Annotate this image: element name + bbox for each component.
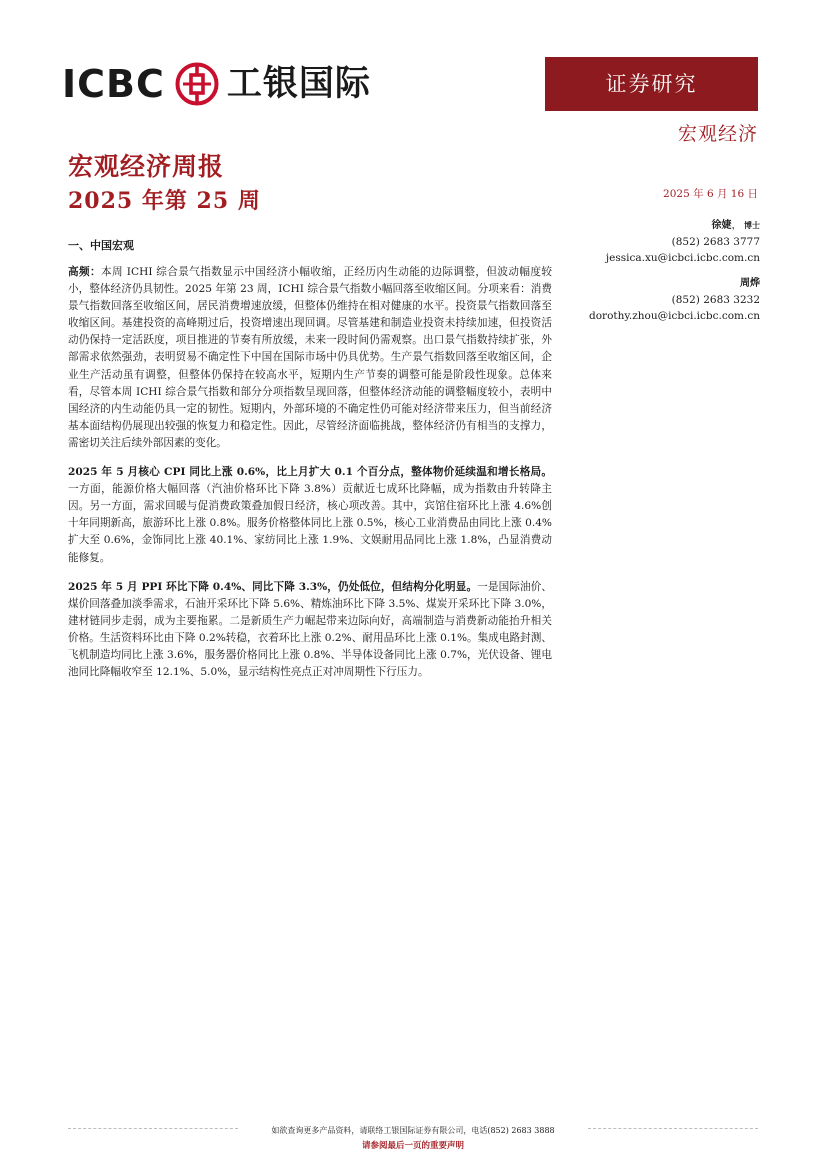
paragraph-ppi	[68, 579, 552, 682]
analyst-email[interactable]: dorothy.zhou@icbci.icbc.com.cn	[589, 310, 760, 322]
analyst-title: 博士	[744, 220, 760, 230]
section-heading: 一、中国宏观	[68, 239, 134, 252]
analyst-phone: (852) 2683 3232	[671, 294, 760, 306]
analyst-name: 周烨	[740, 278, 760, 289]
analyst-phone: (852) 2683 3777	[671, 236, 760, 248]
company-logo	[62, 60, 371, 108]
report-date: 2025 年 6 月 16 日	[663, 188, 758, 200]
paragraph-text: 一方面，能源价格大幅回落（汽油价格环比下降 3.8%）贡献近七成环比降幅，成为指数由升转降主因。另一方面，需求回暖与促消费政策叠加假日经济，核心项改善。其中，宾馆住宿环比上涨 4.6%创十年同期新高，旅游环比上涨 0.8%。服务价格整体同比上涨 0.5%，核心工业消费品由同比上涨 0.4%扩大至 0.6%，金饰同比上涨 40.1%、家纺同比上涨 1.9%、文娱耐用品同比上涨 1.8%，凸显消费动能修复。	[68, 483, 552, 564]
paragraph-lead: 2025 年 5 月核心 CPI 同比上涨 0.6%，比上月扩大 0.1 个百分点，整体物价延续温和增长格局。	[68, 466, 552, 479]
paragraph-text: 本周 ICHI 综合景气指数显示中国经济小幅收缩，正经历内生动能的边际调整，但波动幅度较小，整体经济仍具韧性。2025 年第 23 周，ICHI 综合景气指数小幅回落至收缩区间。分项来看：消费景气指数回落至收缩区间，居民消费增速放缓，但整体仍维持在相对健康的水平。投资景气指数回落至收缩区间。基建投资的高峰期过后，投资增速出现回调。尽管基建和制造业投资未持续加速，但投资活动仍保持一定活跃度，项目推进的节奏有所放缓，未来一段时间仍需观察。出口景气指数持续扩张，外部需求依然强劲，表明贸易不确定性下中国在国际市场中仍具优势。生产景气指数回落至收缩区间，企业生产活动虽有调整，但整体仍保持在较高水平，短期内生产节奏的调整可能是阶段性现象。总体来看，尽管本周 ICHI 综合景气指数和部分分项指数呈现回落，但整体经济动能的调整幅度较小，表明中国经济的内生动能仍具一定的韧性。短期内，外部环境的不确定性仍可能对经济带来压力，但当前经济基本面结构仍展现出较强的恢复力和稳定性。因此，尽管经济面临挑战，整体经济仍有相当的支撑力，需密切关注后续外部因素的变化。	[68, 266, 552, 449]
paragraph-cpi	[68, 464, 552, 567]
icbc-emblem-icon	[175, 62, 219, 106]
analyst-card	[606, 217, 760, 266]
report-week: 2025 年第 25 周	[68, 188, 261, 214]
paragraph-lead: 2025 年 5 月 PPI 环比下降 0.4%、同比下降 3.3%，仍处低位，但结构分化明显。	[68, 580, 478, 593]
report-title: 宏观经济周报	[68, 152, 225, 181]
footer-contact: 如欲查询更多产品资料，请联络工银国际证券有限公司，电话(852) 2683 3888	[271, 1126, 555, 1135]
analyst-name: 徐婕	[711, 220, 732, 231]
analyst-card	[589, 275, 760, 324]
analyst-email[interactable]: jessica.xu@icbci.icbc.com.cn	[605, 252, 760, 264]
analyst-name-line: 徐婕， 博士	[711, 219, 760, 231]
securities-research-banner: 证券研究	[545, 57, 758, 111]
paragraph-lead: 高频：	[68, 266, 102, 278]
main-body	[68, 238, 552, 693]
logo-icbc-text: ICBC	[62, 62, 165, 106]
logo-cn-text: 工银国际	[226, 64, 371, 104]
footer-disclaimer[interactable]: 请参阅最后一页的重要声明	[361, 1141, 464, 1151]
paragraph-text: 一是国际油价、煤价回落叠加淡季需求，石油开采环比下降 5.6%、精炼油环比下降 3.5%、煤炭开采环比下降 3.0%，建材链同步走弱，成为主要拖累。二是新质生产力崛起带来边际向好，高端制造与消费新动能抬升相关价格。生活资料环比由下降 0.2%转稳，衣着环比上涨 0.2%、耐用品环比上涨 0.1%。集成电路封测、飞机制造均同比上涨 3.6%，服务器价格同比上涨 0.8%、半导体设备同比上涨 0.7%，光伏设备、锂电池同比降幅收窄至 12.1%、5.0%，显示结构性亮点正对冲周期性下行压力。	[68, 580, 552, 679]
paragraph-high-frequency	[68, 264, 552, 452]
report-category: 宏观经济	[677, 123, 758, 145]
analyst-name-line	[589, 275, 760, 292]
